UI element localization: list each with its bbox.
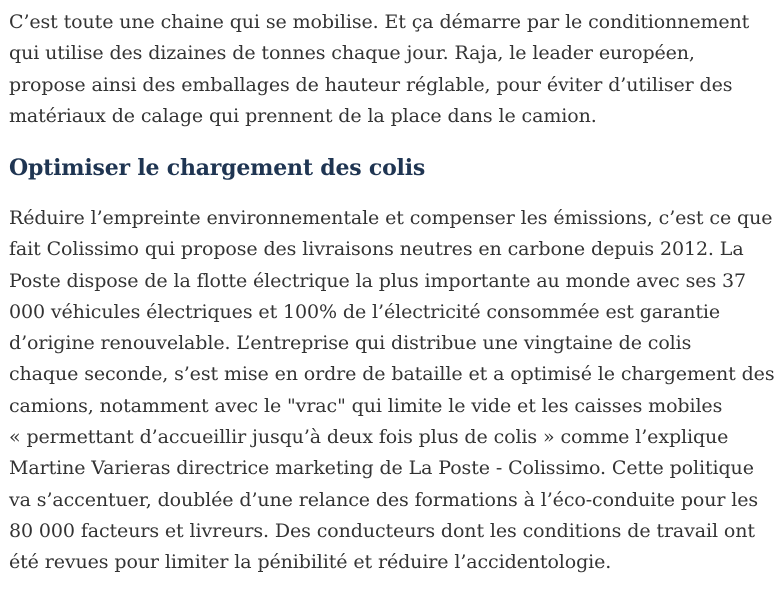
paragraph-line: fait Colissimo qui propose des livraisons neutres en carbone depuis 2012. La (9, 238, 744, 261)
paragraph-line: 80 000 facteurs et livreurs. Des conducteurs dont les conditions de travail ont (9, 519, 755, 542)
paragraph-line: va s’accentuer, doublée d’une relance des formations à l’éco-conduite pour les (9, 488, 759, 511)
paragraph-line: Martine Varieras directrice marketing de La Poste - Colissimo. Cette politique (9, 457, 754, 480)
paragraph-line: matériaux de calage qui prennent de la place dans le camion. (9, 104, 597, 127)
paragraph-line: été revues pour limiter la pénibilité et réduire l’accidentologie. (9, 551, 612, 574)
paragraph-line: C’est toute une chaine qui se mobilise. Et ça démarre par le conditionnement (9, 11, 750, 33)
paragraph-line: chaque seconde, s’est mise en ordre de bataille et a optimisé le chargement des (9, 363, 775, 386)
section-heading: Optimiser le chargement des colis (9, 155, 426, 181)
paragraph-line: propose ainsi des emballages de hauteur réglable, pour éviter d’utiliser des (9, 73, 733, 96)
paragraph-line: d’origine renouvelable. L’entreprise qui distribue une vingtaine de colis (9, 332, 692, 355)
paragraph-line: Réduire l’empreinte environnementale et compenser les émissions, c’est ce que (9, 207, 773, 229)
paragraph-line: camions, notamment avec le "vrac" qui limite le vide et les caisses mobiles (9, 394, 723, 417)
body-paragraph (9, 203, 774, 579)
paragraph-line: 000 véhicules électriques et 100% de l’électricité consommée est garantie (9, 300, 721, 323)
intro-paragraph (9, 7, 749, 132)
paragraph-line: « permettant d’accueillir jusqu’à deux fois plus de colis » comme l’explique (9, 426, 729, 449)
paragraph-line: Poste dispose de la flotte électrique la plus importante au monde avec ses 37 (9, 269, 747, 292)
paragraph-line: qui utilise des dizaines de tonnes chaque jour. Raja, le leader européen, (9, 42, 695, 65)
